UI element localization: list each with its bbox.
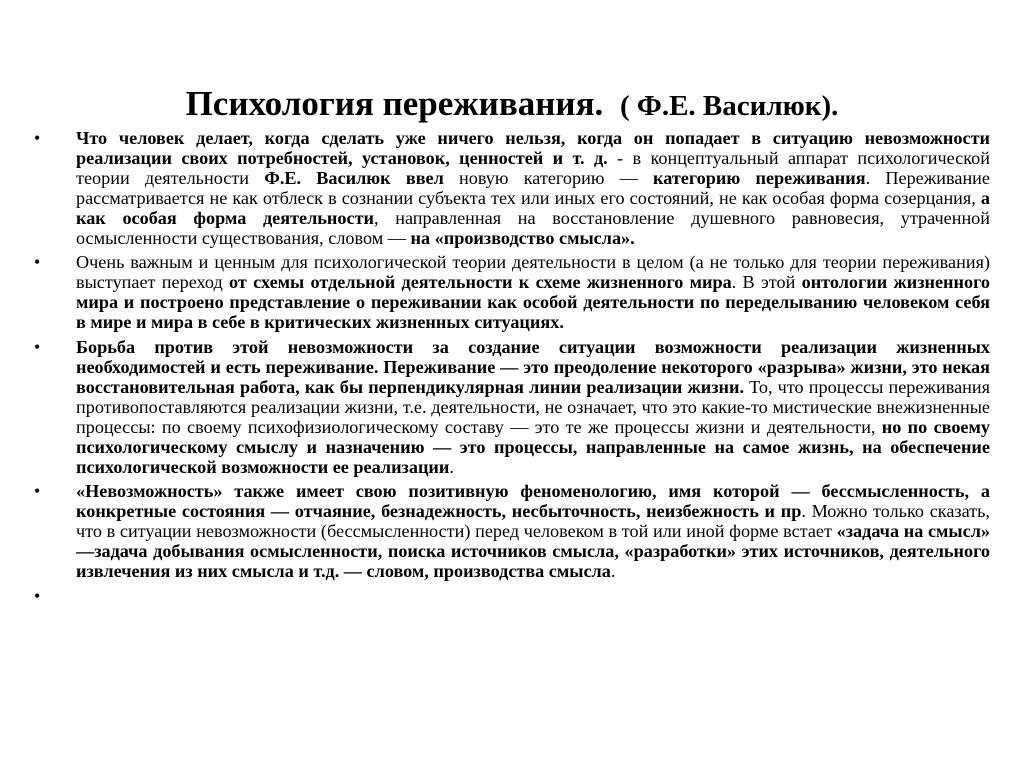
bullet-icon: • bbox=[34, 252, 41, 273]
bullet-paragraph bbox=[34, 338, 990, 477]
bold-text-segment: «задача на смысл» —задача добывания осмысленности, поиска источников смысла, «разработки» этих источников, деятельного извлечения из них смысла и т.д. — словом, производства смысла bbox=[76, 521, 990, 582]
slide-title bbox=[0, 84, 1024, 126]
bullet-paragraph bbox=[34, 129, 990, 248]
text-segment: . В этой bbox=[731, 272, 802, 293]
bold-text-segment: Что человек делает, когда сделать уже ничего нельзя, когда он попадает в ситуацию невозможности реализации своих потребностей, установок, ценностей и т. д. bbox=[76, 128, 990, 168]
bold-text-segment: «Невозможность» также имеет свою позитивную феноменологию, имя которой — бессмысленность, а конкретные состояния — отчаяние, безнадежность, несбыточность, неизбежность и пр bbox=[76, 481, 990, 522]
text-segment: . bbox=[449, 456, 454, 477]
text-segment: новую категорию — bbox=[443, 167, 654, 188]
bullet-paragraph bbox=[34, 482, 990, 582]
bold-text-segment: но по своему психологическому смыслу и назначению — это процессы, направленные на самое жизнь, на обеспечение психологической возможности ее реализации bbox=[76, 416, 990, 477]
text-segment: - в концептуальный аппарат психологической теории деятельности bbox=[76, 147, 990, 188]
bullet-icon: • bbox=[34, 128, 41, 148]
bold-text-segment: на «производство смысла». bbox=[410, 227, 635, 248]
bullet-paragraph bbox=[34, 253, 990, 333]
title-author: ( Ф.Е. Василюк). bbox=[620, 90, 839, 122]
title-main: Психология переживания. bbox=[185, 84, 604, 123]
bullet-icon: • bbox=[34, 481, 41, 502]
text-segment: . Можно только сказать, что в ситуации невозможности (бессмысленности) перед человеком в той или иной форме встает bbox=[76, 501, 990, 542]
bullet-icon: • bbox=[34, 585, 41, 606]
bullet-list bbox=[34, 129, 990, 612]
bold-text-segment: Борьба против этой невозможности за создание ситуации возможности реализации жизненных необходимостей и есть переживание. Переживание — это преодоление некоторого «разрыва» жизни, это некая восстановительная работа, как бы перпендикулярная линии реализации жизни. bbox=[76, 337, 990, 397]
text-segment: , направленная на восстановление душевного равновесия, утраченной осмысленности существования, словом — bbox=[76, 207, 991, 248]
text-segment: Очень важным и ценным для психологической теории деятельности в целом (а не только для теории переживания) выступает переход bbox=[76, 252, 990, 293]
bold-text-segment: а как особая форма деятельности bbox=[76, 187, 990, 228]
bullet-icon: • bbox=[34, 337, 41, 358]
text-segment: То, что процессы переживания противопоставляются реализации жизни, т.е. деятельности, не означает, что это какие-то мистические внежизненные процессы: по своему психофизиологическому составу — это те же процессы жизни и деятельности, bbox=[76, 376, 990, 437]
bold-text-segment: Ф.Е. Василюк ввел bbox=[264, 167, 444, 188]
bold-text-segment: категорию переживания bbox=[653, 167, 866, 188]
bold-text-segment: онтологии жизненного мира и построено представление о переживании как особой деятельности по переделыванию человеком себя в мире и мира в себе в критических жизненных ситуациях. bbox=[76, 272, 991, 333]
empty-bullet bbox=[34, 587, 990, 607]
bold-text-segment: от схемы отдельной деятельности к схеме жизненного мира bbox=[229, 272, 732, 293]
text-segment: . bbox=[610, 561, 616, 582]
text-segment: . Переживание рассматривается не как отблеск в сознании субъекта тех или иных его состояний, не как особая форма созерцания, bbox=[76, 167, 990, 208]
